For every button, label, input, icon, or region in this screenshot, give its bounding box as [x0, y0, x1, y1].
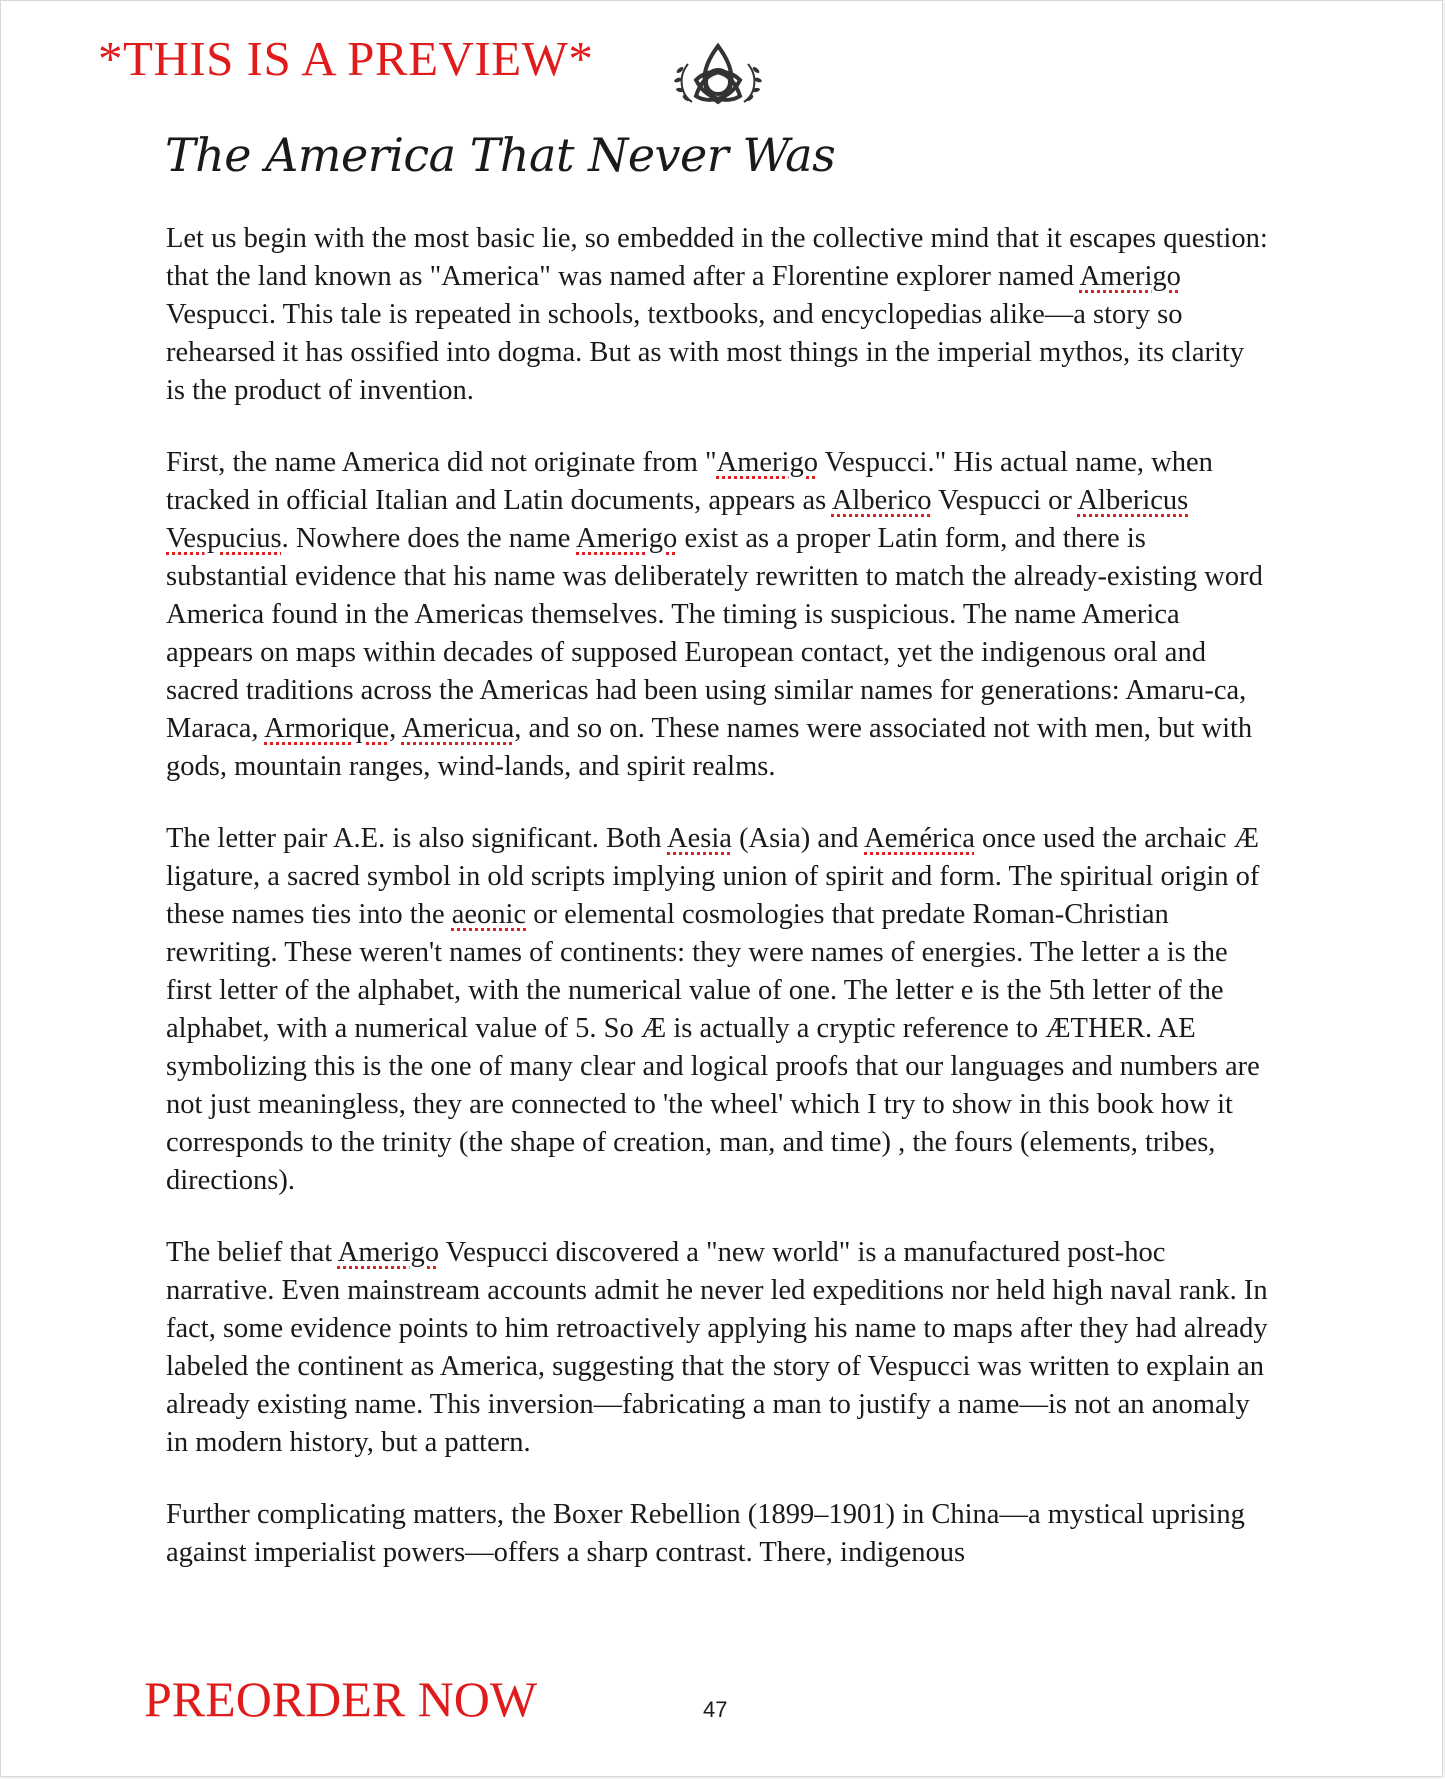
text-run: once used the archaic Æ ligature, a sacred symbol in old scripts implying union of spirit and form. The spiritual origin of these names ties into the	[166, 823, 1260, 930]
text-run: Vespucci." His actual name, when tracked in official Italian and Latin documents, appears as	[166, 447, 1213, 516]
paragraph-4	[166, 1234, 1270, 1462]
text-run: First, the name America did not originate from "	[166, 447, 717, 478]
spellcheck-word[interactable]: Amerigo	[1079, 261, 1181, 292]
spellcheck-word[interactable]: Amerigo	[716, 447, 818, 478]
text-run: Let us begin with the most basic lie, so embedded in the collective mind that it escapes question: that the land known as "America" was named after a Florentine explorer named	[166, 223, 1268, 292]
text-run: The letter pair A.E. is also significant. Both	[166, 823, 668, 854]
spellcheck-word[interactable]: Americua	[401, 713, 515, 744]
text-run: The belief that	[166, 1237, 338, 1268]
spellcheck-word[interactable]: Amerigo	[337, 1237, 440, 1268]
text-run: or elemental cosmologies that predate Roman-Christian rewriting. These weren't names of continents: they were names of energies. The letter a is the first letter of the alphabet, with the numerical value of one. The letter e is the 5th letter of the alphabet, with a numerical value of 5. So Æ is actually a cryptic reference to ÆTHER. AE symbolizing this is the one of many clear and logical proofs that our languages and numbers are not just meaningless, they are connected to 'the wheel' which I try to show in this book how it corresponds to the trinity (the shape of creation, man, and time) , the fours (elements, tribes, directions).	[166, 899, 1260, 1196]
paragraph-1	[166, 220, 1270, 410]
body-text	[166, 220, 1270, 1606]
spellcheck-word[interactable]: Alberico	[831, 485, 932, 516]
text-run: (Asia) and	[731, 823, 865, 854]
triquetra-laurel-icon	[670, 40, 766, 110]
text-run: . Nowhere does the name	[281, 523, 576, 554]
page-number: 47	[703, 1697, 728, 1722]
preorder-banner[interactable]: PREORDER NOW	[144, 1671, 538, 1727]
spellcheck-word[interactable]: Albericus Vespucius	[166, 485, 1189, 554]
text-run: Vespucci. This tale is repeated in schools, textbooks, and encyclopedias alike—a story so rehearsed it has ossified into dogma. But as with most things in the imperial mythos, its clarity is the product of invention.	[166, 299, 1245, 406]
spellcheck-word[interactable]: Aesia	[667, 823, 732, 854]
chapter-title: The America That Never Was	[165, 128, 836, 182]
paragraph-5	[166, 1496, 1270, 1572]
spellcheck-word[interactable]: aeonic	[451, 899, 527, 930]
spellcheck-word[interactable]: Armorique	[264, 713, 390, 744]
text-run: , and so on. These names were associated not with men, but with gods, mountain ranges, wind-lands, and spirit realms.	[166, 713, 1253, 782]
spellcheck-word[interactable]: Aemérica	[864, 823, 975, 854]
text-run: exist as a proper Latin form, and there is substantial evidence that his name was deliberately rewritten to match the already-existing word America found in the Americas themselves. The timing is suspicious. The name America appears on maps within decades of supposed European contact, yet the indigenous oral and sacred traditions across the Americas had been using similar names for generations: Amaru-ca, Maraca,	[166, 523, 1263, 744]
paragraph-2	[166, 444, 1270, 786]
text-run: Vespucci discovered a "new world" is a manufactured post-hoc narrative. Even mainstream accounts admit he never led expeditions nor held high naval rank. In fact, some evidence points to him retroactively applying his name to maps after they had already labeled the continent as America, suggesting that the story of Vespucci was written to explain an already existing name. This inversion—fabricating a man to justify a name—is not an anomaly in modern history, but a pattern.	[166, 1237, 1268, 1458]
text-run: ,	[389, 713, 402, 744]
spellcheck-word[interactable]: Amerigo	[576, 523, 678, 554]
preview-banner: *THIS IS A PREVIEW*	[98, 31, 594, 86]
paragraph-3	[166, 820, 1270, 1200]
text-run: Vespucci or	[931, 485, 1078, 516]
text-run: Further complicating matters, the Boxer Rebellion (1899–1901) in China—a mystical uprising against imperialist powers—offers a sharp contrast. There, indigenous	[166, 1499, 1245, 1568]
